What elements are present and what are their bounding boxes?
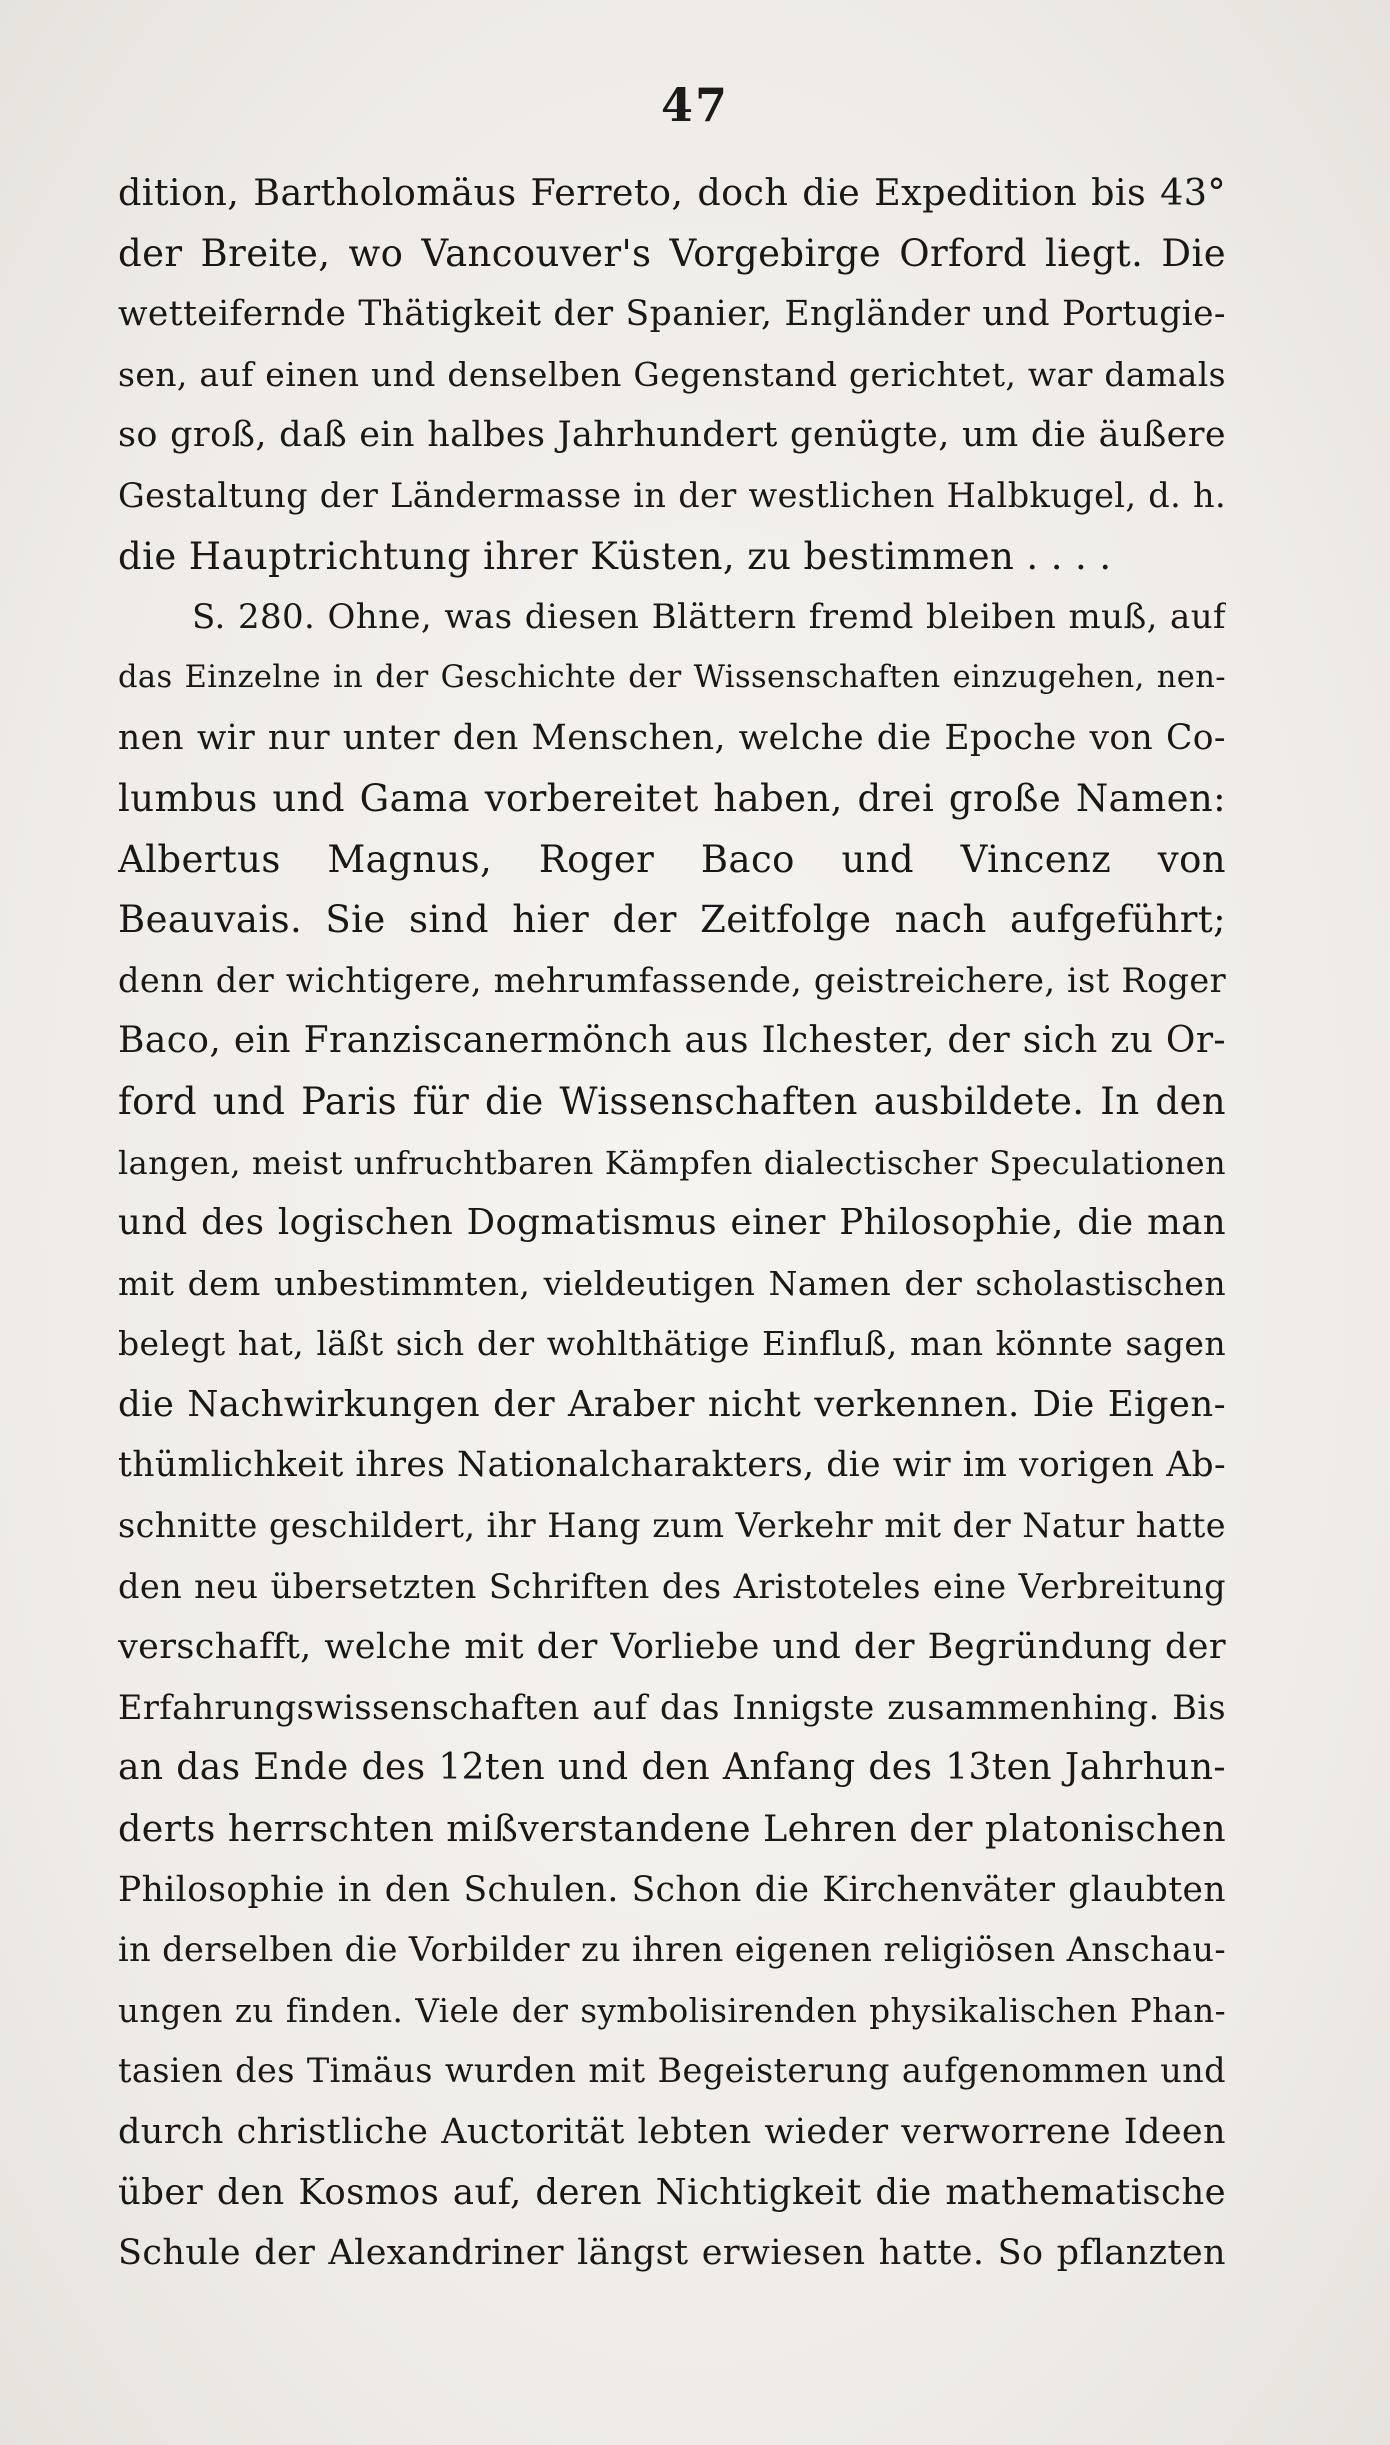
text-line: S. 280. Ohne, was diesen Blättern fremd bleiben muß, auf (192, 597, 1226, 638)
text-line: Beauvais. Sie sind hier der Zeitfolge nach aufgeführt; (118, 898, 1226, 942)
text-line: lumbus und Gama vorbereitet haben, drei große Namen: (118, 776, 1226, 820)
text-line: den neu übersetzten Schriften des Aristoteles eine Verbreitung (118, 1566, 1226, 1606)
text-line: denn der wichtigere, mehrumfassende, geistreichere, ist Roger (118, 960, 1226, 1000)
text-line: die Hauptrichtung ihrer Küsten, zu bestimmen . . . . (118, 534, 1112, 578)
text-line: ford und Paris für die Wissenschaften ausbildete. In den (118, 1079, 1226, 1123)
text-line: thümlichkeit ihres Nationalcharakters, die wir im vorigen Ab- (118, 1445, 1226, 1486)
text-line: belegt hat, läßt sich der wohlthätige Einfluß, man könnte sagen (118, 1324, 1226, 1364)
text-line: derts herrschten mißverstandene Lehren der platonischen (118, 1807, 1226, 1851)
text-line: mit dem unbestimmten, vieldeutigen Namen der scholastischen (118, 1263, 1226, 1303)
text-line: nen wir nur unter den Menschen, welche die Epoche von Co- (118, 718, 1226, 759)
text-line: Baco, ein Franziscanermönch aus Ilchester, der sich zu Or- (118, 1020, 1226, 1062)
text-line: durch christliche Auctorität lebten wieder verworrene Ideen (118, 2112, 1226, 2152)
text-line: so groß, daß ein halbes Jahrhundert genügte, um die äußere (118, 415, 1226, 456)
text-line: die Nachwirkungen der Araber nicht verkennen. Die Eigen- (118, 1383, 1226, 1425)
text-line: dition, Bartholomäus Ferreto, doch die Expedition bis 43° (118, 171, 1226, 214)
text-line: wetteifernde Thätigkeit der Spanier, Engländer und Portugie- (118, 294, 1226, 335)
text-line: schnitte geschildert, ihr Hang zum Verkehr mit der Natur hatte (118, 1506, 1226, 1546)
text-line: Albertus Magnus, Roger Baco und Vincenz von (118, 837, 1226, 881)
text-line: der Breite, wo Vancouver's Vorgebirge Orford liegt. Die (118, 231, 1226, 275)
body-text (118, 163, 1226, 2284)
text-line: sen, auf einen und denselben Gegenstand gerichtet, war damals (118, 354, 1226, 394)
text-line: tasien des Timäus wurden mit Begeisterung aufgenommen und (118, 2051, 1226, 2091)
text-line: Gestaltung der Ländermasse in der westlichen Halbkugel, d. h. (118, 475, 1226, 515)
text-line: an das Ende des 12ten und den Anfang des 13ten Jahrhun- (118, 1747, 1226, 1789)
text-line: Philosophie in den Schulen. Schon die Kirchenväter glaubten (118, 1869, 1226, 1910)
text-line: das Einzelne in der Geschichte der Wissenschaften einzugehen, nen- (118, 659, 1226, 695)
text-line: ungen zu finden. Viele der symbolisirenden physikalischen Phan- (118, 1991, 1226, 2030)
text-line: Schule der Alexandriner längst erwiesen hatte. So pflanzten (118, 2233, 1226, 2274)
text-line: verschafft, welche mit der Vorliebe und der Begründung der (118, 1627, 1226, 1668)
text-line: langen, meist unfruchtbaren Kämpfen dialectischer Speculationen (118, 1143, 1226, 1182)
text-line: Erfahrungswissenschaften auf das Innigste zusammenhing. Bis (118, 1687, 1226, 1727)
text-line: in derselben die Vorbilder zu ihren eigenen religiösen Anschau- (118, 1930, 1226, 1970)
page-number: 47 (660, 78, 729, 132)
text-line: über den Kosmos auf, deren Nichtigkeit die mathematische (118, 2171, 1226, 2213)
text-line: und des logischen Dogmatismus einer Philosophie, die man (118, 1202, 1226, 1244)
